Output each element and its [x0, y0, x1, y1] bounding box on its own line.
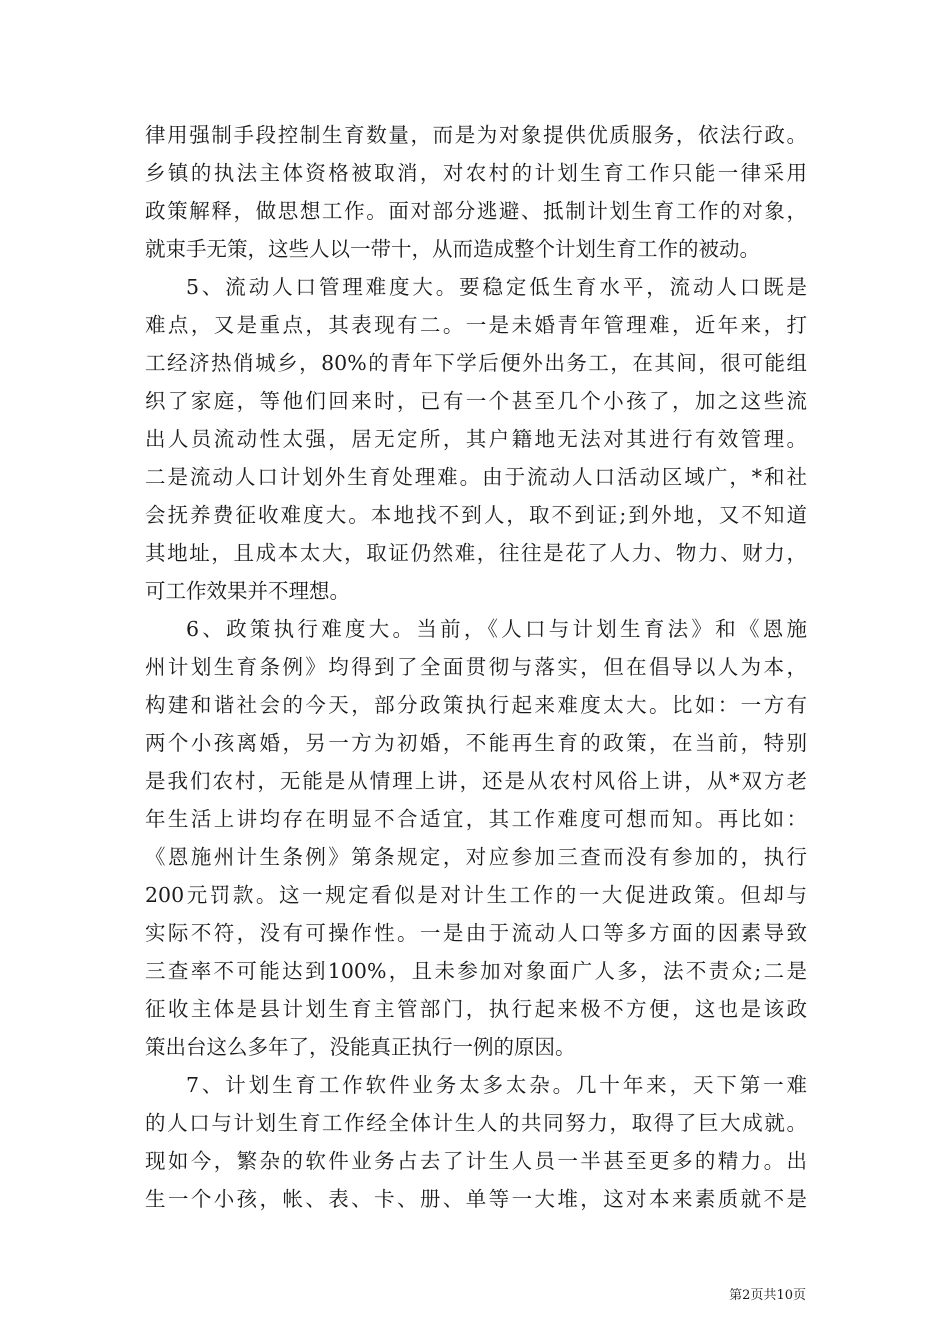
page-number-footer: 第2页共10页	[729, 1288, 806, 1303]
text-line: 乡镇的执法主体资格被取消，对农村的计划生育工作只能一律采用	[145, 161, 807, 185]
text-line: 出人员流动性太强，居无定所，其户籍地无法对其进行有效管理。	[145, 427, 807, 451]
paragraph-first-line: 7、计划生育工作软件业务太多太杂。几十年来，天下第一难	[186, 1073, 807, 1097]
text-line: 生一个小孩，帐、表、卡、册、单等一大堆，这对本来素质就不是	[145, 1187, 807, 1211]
document-body	[145, 116, 807, 1218]
text-line: 难点，又是重点，其表现有二。一是未婚青年管理难，近年来，打	[145, 313, 807, 337]
text-line: 二是流动人口计划外生育处理难。由于流动人口活动区域广，*和社	[145, 465, 807, 489]
text-line: 织了家庭，等他们回来时，已有一个甚至几个小孩了，加之这些流	[145, 389, 807, 413]
text-line: 可工作效果并不理想。	[145, 579, 350, 603]
text-line: 就束手无策，这些人以一带十，从而造成整个计划生育工作的被动。	[145, 237, 760, 261]
text-line: 现如今，繁杂的软件业务占去了计生人员一半甚至更多的精力。出	[145, 1149, 807, 1173]
text-line: 的人口与计划生育工作经全体计生人的共同努力，取得了巨大成就。	[145, 1111, 807, 1135]
text-line: 年生活上讲均存在明显不合适宜，其工作难度可想而知。再比如：	[145, 807, 807, 831]
text-line: 会抚养费征收难度大。本地找不到人，取不到证;到外地，又不知道	[145, 503, 807, 527]
text-line: 策出台这么多年了，没能真正执行一例的原因。	[145, 1035, 576, 1059]
text-line: 州计划生育条例》均得到了全面贯彻与落实，但在倡导以人为本，	[145, 655, 807, 679]
paragraph-first-line: 5、流动人口管理难度大。要稳定低生育水平，流动人口既是	[186, 275, 807, 299]
text-line: 是我们农村，无能是从情理上讲，还是从农村风俗上讲，从*双方老	[145, 769, 807, 793]
text-line: 政策解释，做思想工作。面对部分逃避、抵制计划生育工作的对象，	[145, 199, 807, 223]
paragraph-first-line: 6、政策执行难度大。当前，《人口与计划生育法》和《恩施	[186, 617, 807, 641]
text-line: 三查率不可能达到100%，且未参加对象面广人多，法不责众;二是	[145, 959, 807, 983]
text-line: 两个小孩离婚，另一方为初婚，不能再生育的政策，在当前，特别	[145, 731, 807, 755]
text-line: 200元罚款。这一规定看似是对计生工作的一大促进政策。但却与	[145, 883, 807, 907]
text-line: 工经济热俏城乡，80%的青年下学后便外出务工，在其间，很可能组	[145, 351, 807, 375]
text-line: 其地址，且成本太大，取证仍然难，往往是花了人力、物力、财力，	[145, 541, 807, 565]
text-line: 《恩施州计生条例》第条规定，对应参加三查而没有参加的，执行	[145, 845, 807, 869]
text-line: 律用强制手段控制生育数量，而是为对象提供优质服务，依法行政。	[145, 123, 807, 147]
text-line: 实际不符，没有可操作性。一是由于流动人口等多方面的因素导致	[145, 921, 807, 945]
text-line: 征收主体是县计划生育主管部门，执行起来极不方便，这也是该政	[145, 997, 807, 1021]
text-line: 构建和谐社会的今天，部分政策执行起来难度太大。比如：一方有	[145, 693, 807, 717]
